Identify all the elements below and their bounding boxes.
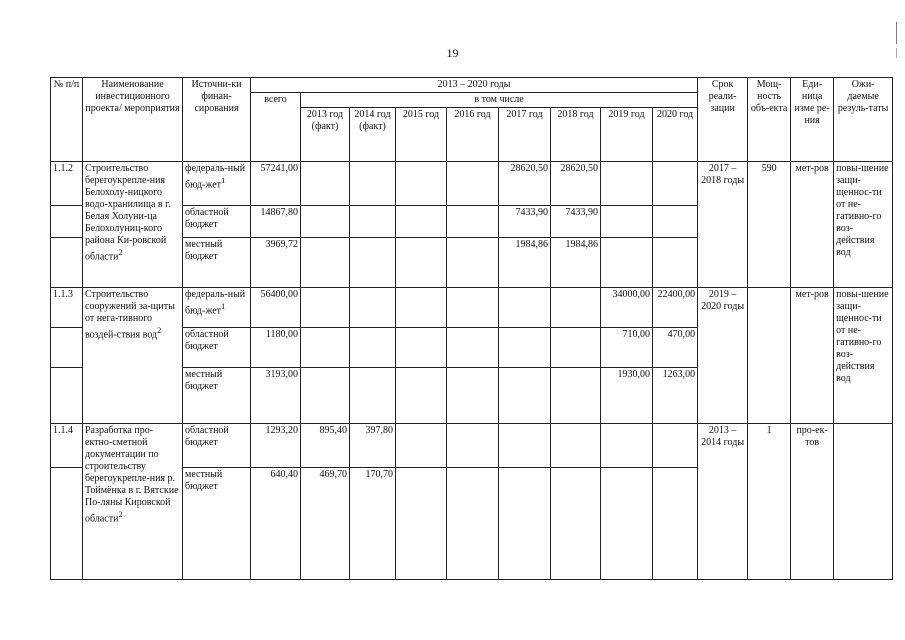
value-2019: 1930,00 (601, 368, 653, 424)
source-cell: местный бюджет (183, 368, 251, 424)
source-cell: федераль-ный бюд-жет$^1$ (183, 288, 251, 328)
scan-edge-mark (896, 22, 897, 44)
incl-header: в том числе (301, 93, 698, 108)
col-2019-header: 2019 год (601, 108, 653, 162)
value-2018: 1984,86 (551, 238, 601, 288)
total-cell: 56400,00 (251, 288, 301, 328)
investment-table (50, 77, 893, 580)
row-num: 1.1.4 (51, 424, 83, 468)
col-total-header: всего (251, 93, 301, 162)
col-2016-header: 2016 год (447, 108, 499, 162)
row-num: 1.1.2 (51, 162, 83, 206)
value-2014: 397,80 (350, 424, 396, 468)
total-cell: 1180,00 (251, 328, 301, 368)
col-2013-header: 2013 год (факт) (301, 108, 350, 162)
source-cell: областной бюджет (183, 206, 251, 238)
row-name: Разработка про-ектно-сметной документации по строительству берегоукрепле-ния р. Тоймёнка в г. Вятские По-ляны Кировской области$^2$ (83, 424, 183, 580)
col-2015-header: 2015 год (396, 108, 447, 162)
value-2013: 469,70 (301, 468, 350, 580)
col-term-header: Срок реали-зации (698, 78, 748, 162)
col-source-header: Источни-ки финан-сирования (183, 78, 251, 162)
total-cell: 3969,72 (251, 238, 301, 288)
result-cell (834, 424, 893, 580)
value-2017: 28620,50 (499, 162, 551, 206)
col-name-header: Наименование инвестиционного проекта/ мероприятия (83, 78, 183, 162)
source-cell: местный бюджет (183, 468, 251, 580)
value-2020: 470,00 (653, 328, 698, 368)
capacity-cell: 1 (748, 424, 791, 580)
value-2020: 1263,00 (653, 368, 698, 424)
capacity-cell: 590 (748, 162, 791, 288)
unit-cell: мет-ров (791, 288, 834, 424)
total-cell: 1293,20 (251, 424, 301, 468)
total-cell: 640,40 (251, 468, 301, 580)
capacity-cell (748, 288, 791, 424)
col-2014-header: 2014 год (факт) (350, 108, 396, 162)
table-row (51, 424, 893, 468)
total-cell: 3193,00 (251, 368, 301, 424)
result-cell: повы-шение защи-щеннос-ти от не-гативно-го воз-действия вод (834, 162, 893, 288)
value-2020: 22400,00 (653, 288, 698, 328)
col-result-header: Ожи-даемые резуль-таты (834, 78, 893, 162)
unit-cell: про-ек-тов (791, 424, 834, 580)
col-2017-header: 2017 год (499, 108, 551, 162)
col-num-header: № п/п (51, 78, 83, 162)
source-cell: областной бюджет (183, 424, 251, 468)
source-cell: местный бюджет (183, 238, 251, 288)
total-cell: 57241,00 (251, 162, 301, 206)
value-2013: 895,40 (301, 424, 350, 468)
value-2014: 170,70 (350, 468, 396, 580)
source-cell: областной бюджет (183, 328, 251, 368)
header-row-1 (51, 78, 893, 93)
col-2020-header: 2020 год (653, 108, 698, 162)
source-cell: федераль-ный бюд-жет$^1$ (183, 162, 251, 206)
col-unit-header: Еди-ница изме ре-ния (791, 78, 834, 162)
table-row (51, 162, 893, 206)
period-header: 2013 – 2020 годы (251, 78, 698, 93)
term-cell: 2019 – 2020 годы (698, 288, 748, 424)
page-number: 19 (446, 46, 459, 60)
value-2019: 34000,00 (601, 288, 653, 328)
value-2017: 7433,90 (499, 206, 551, 238)
value-2019: 710,00 (601, 328, 653, 368)
row-name: Строительство берегоукрепле-ния Белохолу-ницкого водо-хранилища в г. Белая Холуни-ца Белохолуниц-кого района Ки-ровской области$^2$ (83, 162, 183, 288)
table-row (51, 288, 893, 328)
row-num: 1.1.3 (51, 288, 83, 328)
value-2017: 1984,86 (499, 238, 551, 288)
value-2018: 7433,90 (551, 206, 601, 238)
unit-cell: мет-ров (791, 162, 834, 288)
col-capacity-header: Мощ-ность объ-екта (748, 78, 791, 162)
total-cell: 14867,80 (251, 206, 301, 238)
term-cell: 2017 – 2018 годы (698, 162, 748, 288)
row-name: Строительство сооружений за-щиты от нега-тивного воздей-ствия вод$^2$ (83, 288, 183, 424)
result-cell: повы-шение защи-щеннос-ти от не-гативно-го воз-действия вод (834, 288, 893, 424)
col-2018-header: 2018 год (551, 108, 601, 162)
value-2018: 28620,50 (551, 162, 601, 206)
term-cell: 2013 – 2014 годы (698, 424, 748, 580)
